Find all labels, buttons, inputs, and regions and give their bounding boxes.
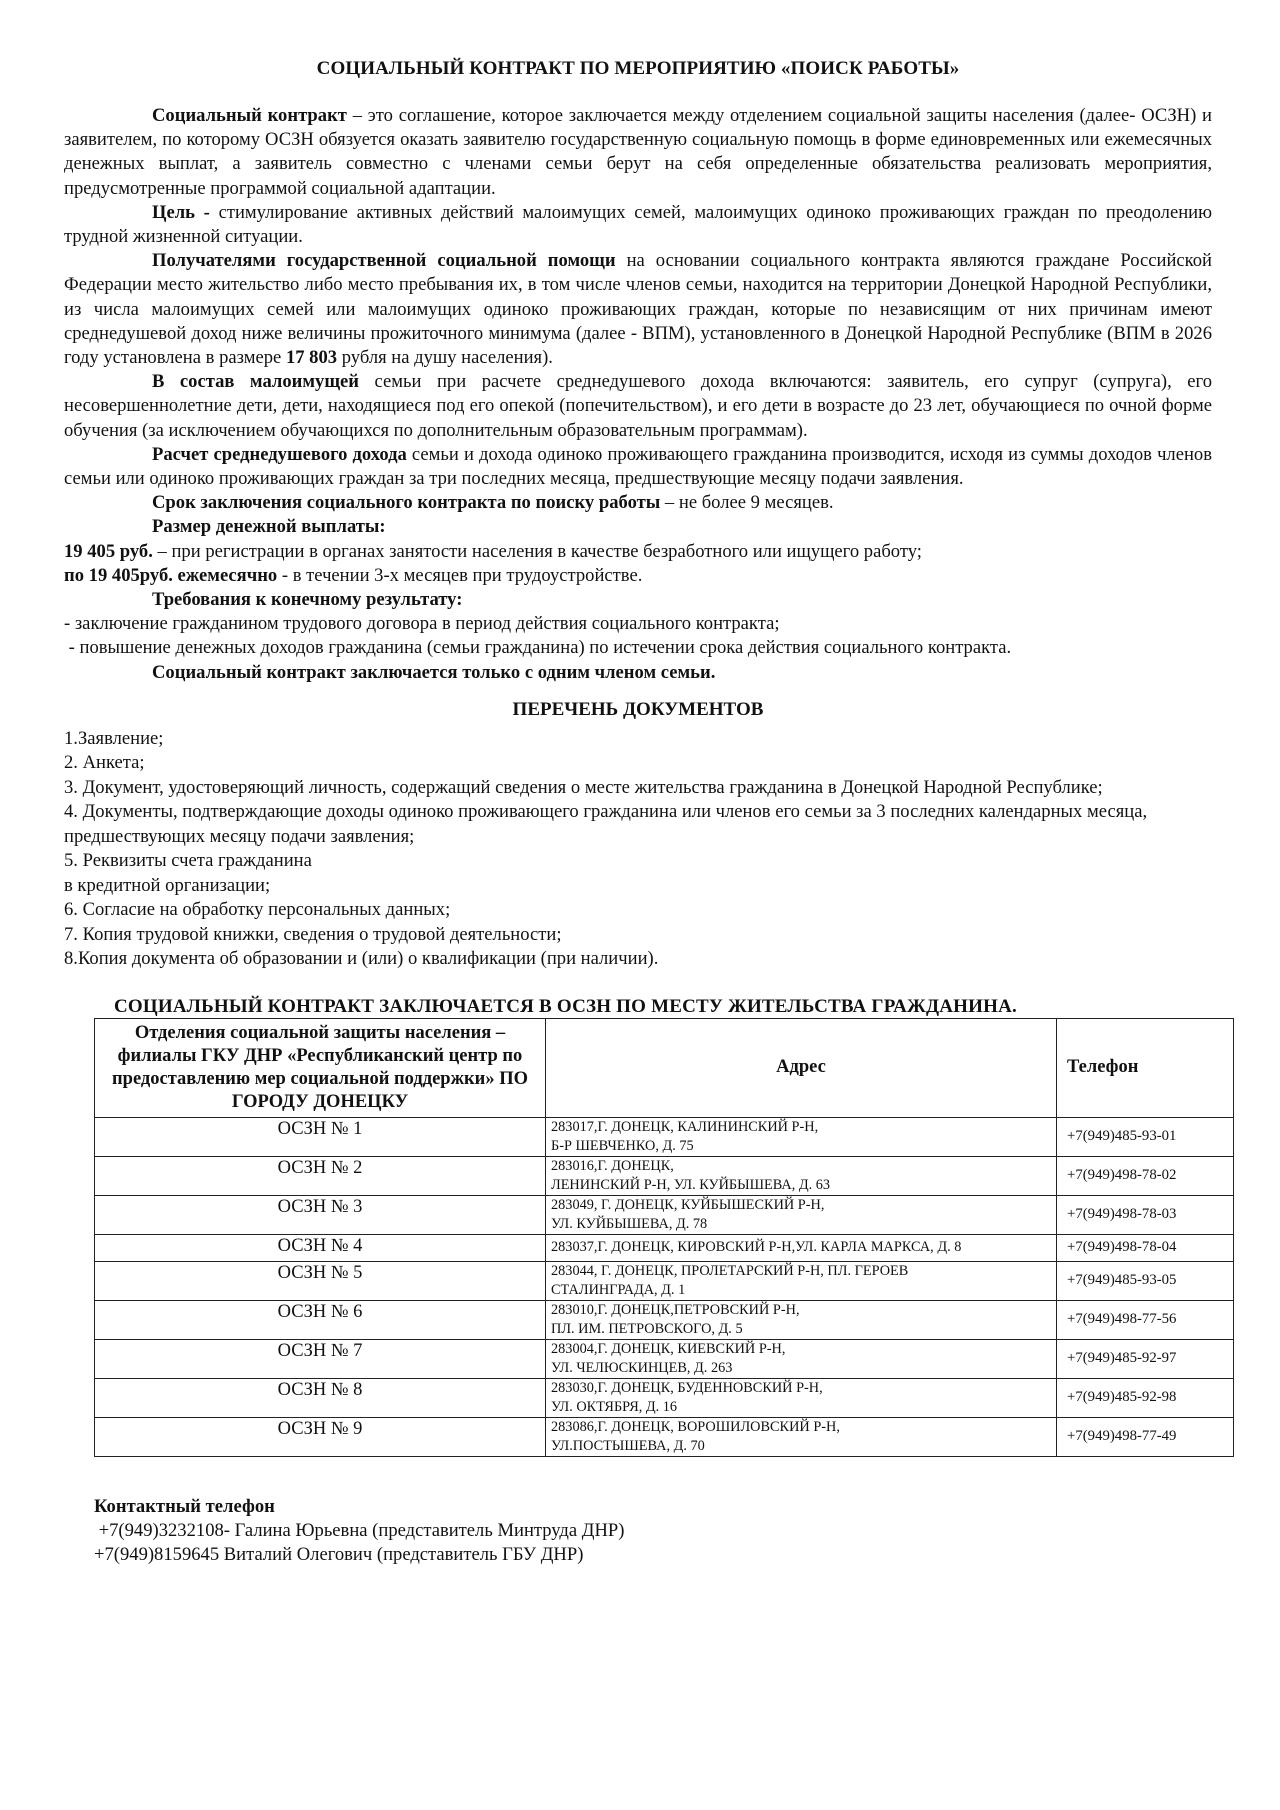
table-row — [95, 1417, 1234, 1456]
office-phone: +7(949)498-77-56 — [1057, 1300, 1234, 1339]
one-member-note: Социальный контракт заключается только с одним членом семьи. — [152, 661, 716, 683]
office-name: ОСЗН № 5 — [95, 1261, 546, 1300]
table-row — [95, 1195, 1234, 1234]
address-line: 283049, Г. ДОНЕЦК, КУЙБЫШЕСКИЙ Р-Н, — [551, 1196, 825, 1213]
table-row — [95, 1234, 1234, 1261]
term-goal: Цель - — [152, 201, 210, 223]
list-item: 7. Копия трудовой книжки, сведения о трудовой деятельности; — [64, 923, 562, 945]
contact-line-1: +7(949)3232108- Галина Юрьевна (представитель Минтруда ДНР) — [94, 1519, 625, 1541]
office-phone: +7(949)498-77-49 — [1057, 1417, 1234, 1456]
address-line: 283044, Г. ДОНЕЦК, ПРОЛЕТАРСКИЙ Р-Н, ПЛ. ГЕРОЕВ — [551, 1262, 909, 1279]
list-item: 5. Реквизиты счета гражданина — [64, 850, 312, 872]
office-phone: +7(949)485-92-98 — [1057, 1378, 1234, 1417]
paragraph-term — [64, 491, 1212, 515]
list-item: в кредитной организации; — [64, 874, 271, 896]
table-header-row — [95, 1018, 1234, 1117]
office-address — [546, 1195, 1057, 1234]
office-address — [546, 1417, 1057, 1456]
header-address: Адрес — [546, 1018, 1057, 1117]
office-phone: +7(949)498-78-04 — [1057, 1234, 1234, 1261]
office-address — [546, 1156, 1057, 1195]
address-line: 283030,Г. ДОНЕЦК, БУДЕННОВСКИЙ Р-Н, — [551, 1379, 823, 1396]
contacts-block — [94, 1495, 1212, 1567]
table-title: СОЦИАЛЬНЫЙ КОНТРАКТ ЗАКЛЮЧАЕТСЯ В ОСЗН ПО МЕСТУ ЖИТЕЛЬСТВА ГРАЖДАНИНА. — [114, 995, 1017, 1017]
address-line: 283004,Г. ДОНЕЦК, КИЕВСКИЙ Р-Н, — [551, 1340, 786, 1357]
office-name: ОСЗН № 4 — [95, 1234, 546, 1261]
term-contract-duration: Срок заключения социального контракта по поиску работы — [152, 492, 661, 514]
list-item: 6. Согласие на обработку персональных данных; — [64, 899, 451, 921]
table-row — [95, 1300, 1234, 1339]
office-phone: +7(949)485-92-97 — [1057, 1339, 1234, 1378]
office-address — [546, 1339, 1057, 1378]
list-item: 2. Анкета; — [64, 752, 145, 774]
recipients-text-end: рубля на душу населения). — [337, 347, 553, 369]
office-name: ОСЗН № 6 — [95, 1300, 546, 1339]
documents-list — [64, 727, 1212, 972]
address-line: ЛЕНИНСКИЙ Р-Н, УЛ. КУЙБЫШЕВА, Д. 63 — [551, 1176, 831, 1193]
goal-text: стимулирование активных действий малоимущих семей, малоимущих одиноко проживающих граждан по преодолению трудной жизненной ситуации. — [64, 201, 1212, 248]
paragraph-income-calculation — [64, 443, 1212, 491]
address-line: СТАЛИНГРАДА, Д. 1 — [551, 1281, 686, 1298]
address-line: 283037,Г. ДОНЕЦК, КИРОВСКИЙ Р-Н,УЛ. КАРЛА МАРКСА, Д. 8 — [551, 1239, 962, 1256]
address-line: Б-Р ШЕВЧЕНКО, Д. 75 — [551, 1137, 694, 1154]
office-address — [546, 1261, 1057, 1300]
table-row — [95, 1378, 1234, 1417]
term-family-composition: В состав малоимущей — [152, 371, 360, 393]
payment-size-heading: Размер денежной выплаты: — [152, 516, 386, 538]
documents-list-title: ПЕРЕЧЕНЬ ДОКУМЕНТОВ — [512, 698, 764, 720]
family-composition-text: семьи при расчете среднедушевого дохода включаются: заявитель, его супруг (супруга), его несовершеннолетние дети, дети, находящиеся под его опекой (попечительством), и его дети в возрасте до 23 лет, обучающиеся по очной форме обучения (за исключением обучающихся по дополнительным образовательным программам). — [64, 371, 1212, 441]
office-name: ОСЗН № 3 — [95, 1195, 546, 1234]
contract-duration-text: – не более 9 месяцев. — [660, 492, 834, 514]
payment-text-1: – при регистрации в органах занятости населения в качестве безработного или ищущего работу; — [152, 540, 922, 562]
address-line: УЛ.ПОСТЫШЕВА, Д. 70 — [551, 1437, 705, 1454]
term-recipients: Получателями государственной социальной помощи — [152, 250, 616, 272]
office-name: ОСЗН № 1 — [95, 1117, 546, 1156]
table-row — [95, 1117, 1234, 1156]
payment-line-1 — [64, 540, 1212, 564]
office-phone: +7(949)485-93-01 — [1057, 1117, 1234, 1156]
list-item: 3. Документ, удостоверяющий личность, содержащий сведения о месте жительства гражданина в Донецкой Народной Республике; — [64, 776, 1103, 798]
office-phone: +7(949)498-78-02 — [1057, 1156, 1234, 1195]
table-row — [95, 1261, 1234, 1300]
address-line: УЛ. КУЙБЫШЕВА, Д. 78 — [551, 1215, 708, 1232]
address-line: УЛ. ОКТЯБРЯ, Д. 16 — [551, 1398, 678, 1415]
payment-text-2: - в течении 3-х месяцев при трудоустройстве. — [277, 564, 643, 586]
contacts-title: Контактный телефон — [94, 1495, 275, 1517]
office-phone: +7(949)498-78-03 — [1057, 1195, 1234, 1234]
requirement-2: - повышение денежных доходов гражданина (семьи гражданина) по истечении срока действия социального контракта. — [64, 637, 1012, 659]
subsistence-amount: 17 803 — [285, 347, 338, 369]
list-item: 4. Документы, подтверждающие доходы одиноко проживающего гражданина или членов его семьи за 3 последних календарных месяца, предшествующих месяцу подачи заявления; — [64, 801, 1148, 847]
address-line: 283010,Г. ДОНЕЦК,ПЕТРОВСКИЙ Р-Н, — [551, 1301, 800, 1318]
office-address — [546, 1378, 1057, 1417]
requirements-heading: Требования к конечному результату: — [152, 589, 463, 611]
office-address — [546, 1234, 1057, 1261]
paragraph-recipients — [64, 249, 1212, 370]
paragraph-family-composition — [64, 370, 1212, 443]
term-social-contract: Социальный контракт — [152, 105, 347, 126]
contact-line-2: +7(949)8159645 Виталий Олегович (представитель ГБУ ДНР) — [94, 1543, 584, 1565]
income-calculation-text: семьи и дохода одиноко проживающего гражданина производится, исходя из суммы доходов членов семьи или одиноко проживающих граждан за три последних месяца, предшествующие месяцу подачи заявления. — [64, 443, 1212, 490]
list-item: 8.Копия документа об образовании и (или) о квалификации (при наличии). — [64, 948, 659, 970]
address-line: 283016,Г. ДОНЕЦК, — [551, 1157, 674, 1174]
office-name: ОСЗН № 2 — [95, 1156, 546, 1195]
definition-text: – это соглашение, которое заключается между отделением социальной защиты населения (далее- ОСЗН) и заявителем, по которому ОСЗН обязуется оказать заявителю государственную социальную помощь в форме единовременных или ежемесячных денежных выплат, а заявитель совместно с членами семьи берут на себя определенные обязательства реализовать мероприятия, предусмотренные программой социальной адаптации. — [64, 105, 1212, 199]
paragraph-definition — [64, 104, 1212, 201]
payment-amount-2: по 19 405руб. ежемесячно — [64, 564, 278, 586]
term-income-calculation: Расчет среднедушевого дохода — [152, 443, 407, 465]
address-line: 283017,Г. ДОНЕЦК, КАЛИНИНСКИЙ Р-Н, — [551, 1118, 819, 1135]
document-title: СОЦИАЛЬНЫЙ КОНТРАКТ ПО МЕРОПРИЯТИЮ «ПОИСК РАБОТЫ» — [316, 58, 960, 79]
address-line: ПЛ. ИМ. ПЕТРОВСКОГО, Д. 5 — [551, 1320, 743, 1337]
address-line: УЛ. ЧЕЛЮСКИНЦЕВ, Д. 263 — [551, 1359, 733, 1376]
payment-amount-1: 19 405 руб. — [64, 540, 153, 562]
header-office: Отделения социальной защиты населения – филиалы ГКУ ДНР «Республиканский центр по предоставлению мер социальной поддержки» ПО ГОРОДУ ДОНЕЦКУ — [95, 1018, 546, 1117]
header-phone: Телефон — [1057, 1018, 1234, 1117]
recipients-text: на основании социального контракта являются граждане Российской Федерации место жительство либо место пребывания их, в том числе членов семьи, находится на территории Донецкой Народной Республики, из числа малоимущих семей или малоимущих одиноко проживающих граждан, которые по независящим от них причинам имеют среднедушевой доход ниже величины прожиточного минимума (далее - ВПМ), установленного в Донецкой Народной Республике (ВПМ в 2026 году установлена в размере — [64, 250, 1212, 369]
paragraph-goal — [64, 201, 1212, 249]
office-address — [546, 1300, 1057, 1339]
office-name: ОСЗН № 9 — [95, 1417, 546, 1456]
office-name: ОСЗН № 7 — [95, 1339, 546, 1378]
payment-line-2 — [64, 564, 1212, 588]
table-row — [95, 1339, 1234, 1378]
requirement-1: - заключение гражданином трудового договора в период действия социального контракта; — [64, 613, 780, 635]
office-name: ОСЗН № 8 — [95, 1378, 546, 1417]
address-line: 283086,Г. ДОНЕЦК, ВОРОШИЛОВСКИЙ Р-Н, — [551, 1418, 840, 1435]
list-item: 1.Заявление; — [64, 727, 164, 749]
office-phone: +7(949)485-93-05 — [1057, 1261, 1234, 1300]
office-address — [546, 1117, 1057, 1156]
table-row — [95, 1156, 1234, 1195]
offices-table — [94, 1018, 1234, 1457]
